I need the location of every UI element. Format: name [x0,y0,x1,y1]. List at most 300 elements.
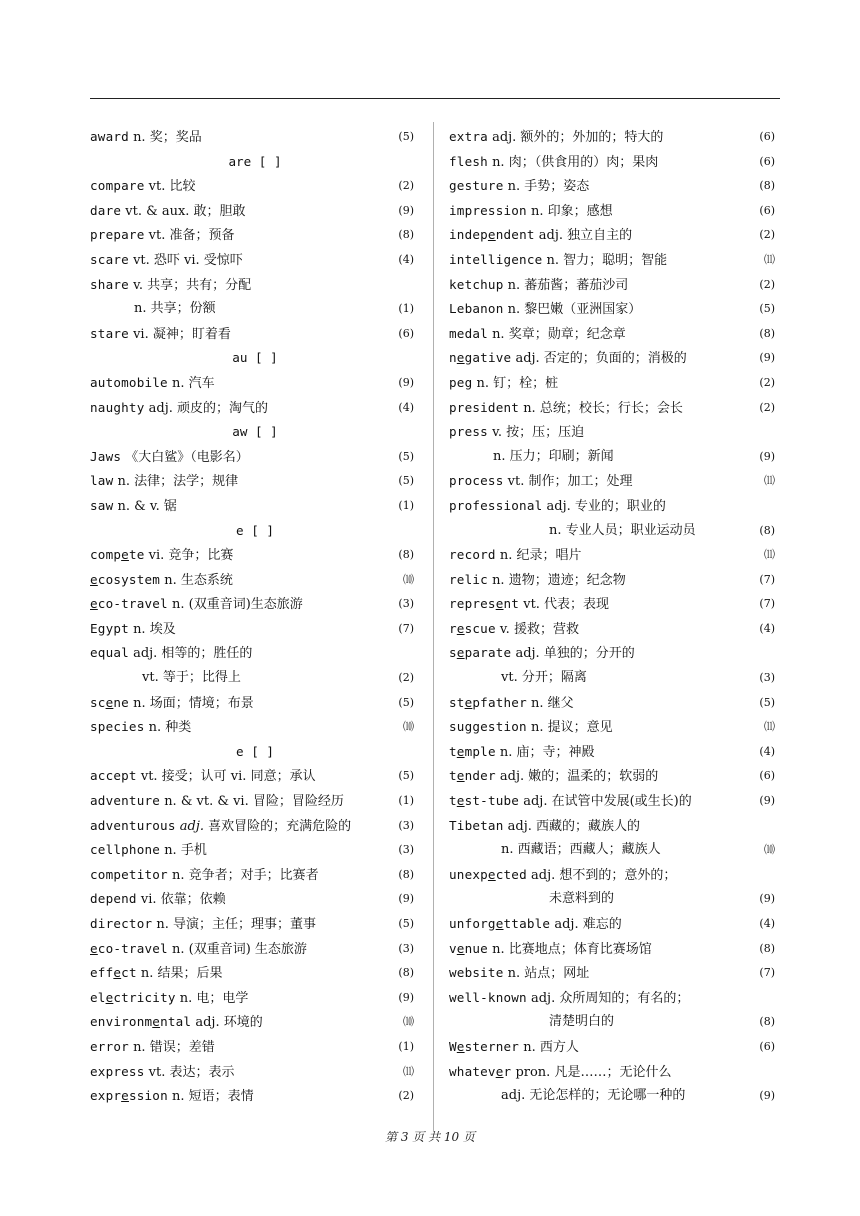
unit-number: (4) [398,400,414,414]
unit-number: (3) [398,941,414,955]
word-part: repres [449,596,496,612]
vocab-entry [449,789,779,814]
unit-number: (8) [759,1015,775,1029]
underlined-letter: e [456,350,465,366]
word-part: W [449,1038,457,1054]
vocab-entry [449,322,779,347]
unit-number: (8) [398,966,414,980]
unit-number: (7) [398,621,414,635]
vocab-entry [90,641,420,666]
underlined-letter: e [495,916,504,931]
unit-number: (2) [759,400,775,414]
entry-definition: n. 遗物；遗迹；纪念物 [492,572,626,588]
unit-number: (2) [398,179,414,193]
vocab-entry [90,199,420,224]
vocab-entry [449,715,779,740]
entry-definition: adj. 难忘的 [554,917,622,932]
entry-definition: vt. 准备；预备 [148,228,235,244]
word-part: ndent [495,227,535,243]
column-divider [433,122,434,1132]
entry-word: professional [449,497,543,513]
word-part: sc [90,694,106,710]
unit-number: (2) [759,277,775,291]
underlined-letter: e [464,694,473,710]
entry-definition: n. 继父 [531,695,574,711]
unit-number: (9) [759,351,775,365]
entry-continuation [449,838,779,863]
word-part: cosystem [97,571,161,587]
entry-definition: pron. 凡是……；无论什么 [515,1064,672,1080]
vocab-entry [90,125,420,150]
entry-word: suggestion [449,719,527,735]
entry-word: Egypt [90,620,129,636]
word-part: ssion [128,1088,168,1104]
entry-word: well-known [449,989,527,1005]
vocab-entry [90,814,420,839]
unit-number: (5) [398,695,414,709]
entry-word: automobile [90,374,168,390]
entry-continuation [449,519,779,544]
right-column [449,125,779,1109]
word-part: st-tube [464,793,520,809]
entry-word [449,350,511,365]
vocab-entry [449,814,779,839]
entry-definition: 清楚明白的 [549,1014,615,1030]
entry-word [449,645,511,660]
vocab-entry [90,371,420,396]
word-part: comp [90,547,122,563]
entry-word: share [90,276,129,292]
underlined-letter: e [105,694,114,710]
word-part: unforg [449,916,496,931]
entry-word [90,1014,191,1029]
entry-definition: n. 智力；聪明；智能 [546,252,668,268]
entry-word [90,965,137,980]
entry-definition: v. 共享；共有；分配 [133,277,252,293]
entry-definition: vt. 分开；隔离 [501,670,587,686]
entry-definition: v. 援救；营救 [499,621,579,637]
word-part: co-travel [97,940,168,956]
entry-word: equal [90,645,129,661]
word-part: scue [464,620,496,636]
unit-number: (5) [398,769,414,783]
entry-definition: adj. 环境的 [195,1015,263,1031]
entry-continuation [90,297,420,322]
vocab-entry [449,297,779,322]
word-part: ct [121,965,137,981]
vocab-entry [449,1060,779,1085]
entry-word: scare [90,251,129,267]
underlined-letter: e [456,743,465,759]
entry-word: saw [90,497,114,513]
unit-number: ⑾ [403,1064,414,1078]
part-of-speech: adj. [179,818,204,834]
entry-word [449,867,527,882]
entry-definition: n. 短语；表情 [172,1089,254,1105]
word-part: expr [90,1088,122,1104]
entry-definition: 未意料到的 [549,891,615,907]
entry-definition: vt. 代表；表现 [523,597,610,613]
entry-definition: adj. 嫩的；温柔的；软弱的 [499,769,659,785]
entry-definition: v. 按；压；压迫 [492,425,585,441]
unit-number: (1) [398,498,414,512]
entry-definition: n. (双重音词) 生态旅游 [171,941,307,957]
word-part: pfather [472,694,527,710]
unit-number: (9) [398,892,414,906]
entry-definition: vt. 等于；比得上 [142,670,241,686]
vocab-entry [90,1060,420,1085]
unit-number: ⑽ [403,720,414,734]
underlined-letter: e [456,940,465,956]
vocab-entry [90,838,420,863]
vocab-entry [449,273,779,298]
entry-definition: 喜欢冒险的；充满危险的 [204,818,352,834]
word-part: t [449,768,457,784]
underlined-letter: e [456,793,465,809]
entry-definition: n. 共享；份额 [134,301,216,317]
vocab-entry [449,174,779,199]
vocab-entry [449,764,779,789]
unit-number: ⑽ [403,572,414,586]
entry-word: law [90,473,114,489]
entry-word: Lebanon [449,301,504,317]
word-part: nue [464,940,488,956]
unit-number: ⑾ [764,252,775,266]
entry-word: process [449,473,504,489]
unit-number: (9) [398,203,414,217]
underlined-letter: e [456,1038,465,1054]
vocab-entry [90,322,420,347]
unit-number: (8) [759,326,775,340]
entry-word: record [449,547,496,563]
underlined-letter: e [105,989,114,1005]
entry-word: cellphone [90,842,161,858]
entry-definition: n. 错误；差错 [133,1039,215,1055]
vocab-entry [90,396,420,421]
vocab-entry [449,740,779,765]
underlined-letter: e [90,596,98,612]
entry-word: gesture [449,178,504,194]
unit-number: (3) [398,818,414,832]
underlined-letter: e [487,227,496,243]
entry-word: peg [449,374,473,390]
vocab-entry [449,223,779,248]
unit-number: (4) [398,252,414,266]
entry-definition: n. & vt. & vi. 冒险；冒险经历 [164,794,344,810]
vocab-entry [449,469,779,494]
unit-number: (5) [759,302,775,316]
entry-word: naughty [90,399,145,415]
underlined-letter: e [90,940,98,956]
unit-number: (7) [759,966,775,980]
entry-word: Tibetan [449,817,504,833]
entry-definition: vt. 表达；表示 [148,1064,235,1080]
unit-number: (7) [759,572,775,586]
entry-word [449,793,519,808]
unit-number: (8) [759,523,775,537]
vocab-entry [449,150,779,175]
underlined-letter: e [456,768,465,784]
word-part: parate [464,645,512,661]
entry-word: species [90,719,145,735]
entry-definition: adj. 众所周知的；有名的； [530,990,690,1006]
vocab-entry [90,1010,420,1035]
entry-definition: adj. 独立自主的 [538,228,633,244]
entry-word: adventure [90,793,161,809]
entry-definition: n. 提议；意见 [530,720,613,736]
entry-definition: adj. 想不到的；意外的； [531,867,677,883]
unit-number: (2) [398,671,414,685]
vocab-entry [90,937,420,962]
underlined-letter: e [90,571,98,587]
entry-continuation [449,887,779,912]
entry-word: prepare [90,227,145,243]
underlined-letter: e [121,547,129,563]
unit-number: (9) [759,449,775,463]
entry-definition: n. 庙；寺；神殿 [499,744,595,760]
word-part: eff [90,965,114,981]
entry-definition: n. (双重音词)生态旅游 [171,597,303,613]
unit-number: (1) [398,794,414,808]
entry-definition: n. 奖章；勋章；纪念章 [492,326,626,342]
unit-number: (9) [759,1089,775,1103]
entry-word: award [90,129,129,144]
unit-number: (4) [759,621,775,635]
unit-number: (8) [759,941,775,955]
word-part: r [449,620,457,636]
vocab-entry [90,248,420,273]
word-part: st [449,694,465,710]
entry-definition: adj. 西藏的；藏族人的 [507,818,640,834]
entry-continuation [449,445,779,470]
entry-word [449,1064,511,1079]
vocab-entry [449,396,779,421]
vocab-entry [449,346,779,371]
sound-heading: are [ ] [228,153,282,169]
vocab-entry [449,1035,779,1060]
word-part: r [503,1063,512,1079]
vocab-entry [90,174,420,199]
entry-definition: adj. 相等的；胜任的 [133,646,253,662]
word-part: sterner [464,1038,520,1054]
entry-word: impression [449,202,527,218]
unit-number: (2) [759,375,775,389]
word-part: s [449,645,457,661]
entry-continuation [449,1010,779,1035]
vocab-entry [449,125,779,150]
word-part: v [449,940,457,956]
entry-word: depend [90,891,137,907]
word-part: ne [113,694,129,710]
vocab-entry [449,592,779,617]
vocab-entry [449,248,779,273]
word-part: environm [90,1014,153,1030]
unit-number: (5) [759,695,775,709]
unit-number: (8) [398,228,414,242]
entry-continuation [449,666,779,691]
entry-word: intelligence [449,251,543,267]
entry-definition: n. 手机 [164,843,207,859]
word-part: ttable [503,916,551,931]
entry-word [449,1039,519,1054]
entry-definition: n. 印象；感想 [530,203,613,219]
header-rule [90,98,780,99]
vocab-entry [449,494,779,519]
unit-number: (6) [759,203,775,217]
entry-word: stare [90,325,129,341]
word-part: unexp [449,866,488,882]
entry-word [449,227,535,242]
unit-number: (8) [398,548,414,562]
vocab-entry [90,617,420,642]
entry-word [90,1088,168,1103]
unit-number: (6) [398,326,414,340]
vocab-entry [449,912,779,937]
entry-definition: vt. & aux. 敢；胆敢 [125,203,246,219]
word-part: el [90,989,106,1005]
entry-definition: n. 生态系统 [164,572,233,588]
entry-definition: vt. 制作；加工；处理 [507,474,633,490]
vocab-entry [90,1035,420,1060]
vocab-entry [449,568,779,593]
entry-word [449,941,488,956]
word-part: co-travel [97,596,168,612]
entry-word: error [90,1038,129,1054]
unit-number: ⑾ [764,720,775,734]
entry-definition: n. 纪录；唱片 [499,548,582,564]
entry-continuation [449,1084,779,1109]
vocab-entry [449,199,779,224]
entry-definition: n. 汽车 [171,375,215,391]
unit-number: (3) [398,597,414,611]
entry-definition: vi. 凝神；盯着看 [133,326,231,342]
entry-word: dare [90,202,122,218]
entry-word: press [449,424,488,440]
unit-number: (6) [759,154,775,168]
unit-number: (5) [398,917,414,930]
vocab-entry [90,764,420,789]
entry-definition: n. 埃及 [133,621,176,637]
underlined-letter: e [121,1088,129,1104]
entry-word: express [90,1063,145,1079]
entry-definition: vt. 恐吓 vi. 受惊吓 [133,252,243,268]
word-part: t [449,743,457,759]
entry-word [90,941,168,956]
unit-number: (8) [759,179,775,193]
unit-number: (3) [398,843,414,857]
entry-definition: adj. 否定的；负面的；消极的 [515,351,687,367]
word-part: indep [449,227,488,243]
entry-definition: n. 专业人员；职业运动员 [549,522,696,538]
entry-word [90,695,129,710]
entry-word: flesh [449,153,488,169]
entry-continuation [90,666,420,691]
left-column [90,125,420,1109]
word-part: ctricity [113,989,176,1005]
vocab-entry [449,543,779,568]
unit-number: (5) [398,130,414,143]
entry-word: website [449,965,504,981]
vocab-entry [449,617,779,642]
entry-word: medal [449,325,488,341]
vocab-entry [90,887,420,912]
entry-definition: vt. 接受；认可 vi. 同意；承认 [140,769,316,785]
unit-number: (2) [398,1089,414,1103]
entry-word [449,596,519,611]
entry-word: extra [449,129,488,144]
word-part: whatev [449,1063,496,1079]
vocab-entry [449,986,779,1011]
vocab-entry [449,863,779,888]
vocab-entry [449,937,779,962]
entry-definition: adj. 在试管中发展(或生长)的 [523,794,692,810]
word-part: gative [464,350,512,366]
entry-definition: n. 结果；后果 [140,966,223,982]
sound-heading: au [ ] [232,350,278,366]
entry-definition: n. 蕃茄酱；蕃茄沙司 [507,277,629,293]
unit-number: (6) [759,1039,775,1053]
sound-heading: aw [ ] [232,424,278,440]
word-part: nder [464,768,496,784]
word-part: cted [495,866,527,882]
unit-number: ⑾ [764,474,775,488]
entry-word [90,596,168,611]
word-part: te [128,547,145,563]
unit-number: ⑾ [764,548,775,562]
entry-definition: n. 奖；奖品 [133,130,202,145]
entry-definition: n. 黎巴嫩（亚洲国家） [507,302,642,318]
unit-number: (9) [398,375,414,389]
entry-word: accept [90,768,137,784]
entry-word: compare [90,178,145,194]
unit-number: (9) [398,990,414,1004]
entry-definition: n. 竞争者；对手；比赛者 [171,867,319,883]
vocab-entry [90,568,420,593]
entry-definition: n. 总统；校长；行长；会长 [523,400,683,416]
unit-number: (6) [759,769,775,783]
unit-number: ⑽ [403,1015,414,1029]
entry-word [90,572,160,587]
entry-word [90,990,176,1005]
entry-definition: adj. 单独的；分开的 [515,646,635,662]
entry-definition: vt. 比较 [148,179,196,195]
unit-number: (6) [759,130,775,143]
vocab-entry [90,592,420,617]
unit-number: (1) [398,1039,414,1053]
entry-definition: n. 手势；姿态 [507,179,590,195]
entry-word: ketchup [449,276,504,292]
unit-number: (4) [759,744,775,758]
entry-word [449,744,496,759]
underlined-letter: e [456,645,465,661]
underlined-letter: e [495,596,504,612]
sound-heading: e [ ] [236,522,274,538]
vocab-entry [90,789,420,814]
entry-definition: n. 西藏语；西藏人；藏族人 [501,842,661,858]
entry-word: competitor [90,866,168,882]
unit-number: (5) [398,449,414,463]
vocab-entry [449,691,779,716]
word-part: nt [503,596,520,612]
entry-definition: n. 法律；法学；规律 [117,474,239,490]
entry-definition: n. 西方人 [523,1039,579,1055]
page-footer: 第 3 页 共 10 页 [385,1130,475,1144]
entry-definition: n. 电；电学 [179,990,249,1006]
vocab-entry [90,445,420,470]
unit-number: (4) [759,917,775,930]
underlined-letter: e [113,965,122,981]
entry-word: president [449,399,520,415]
